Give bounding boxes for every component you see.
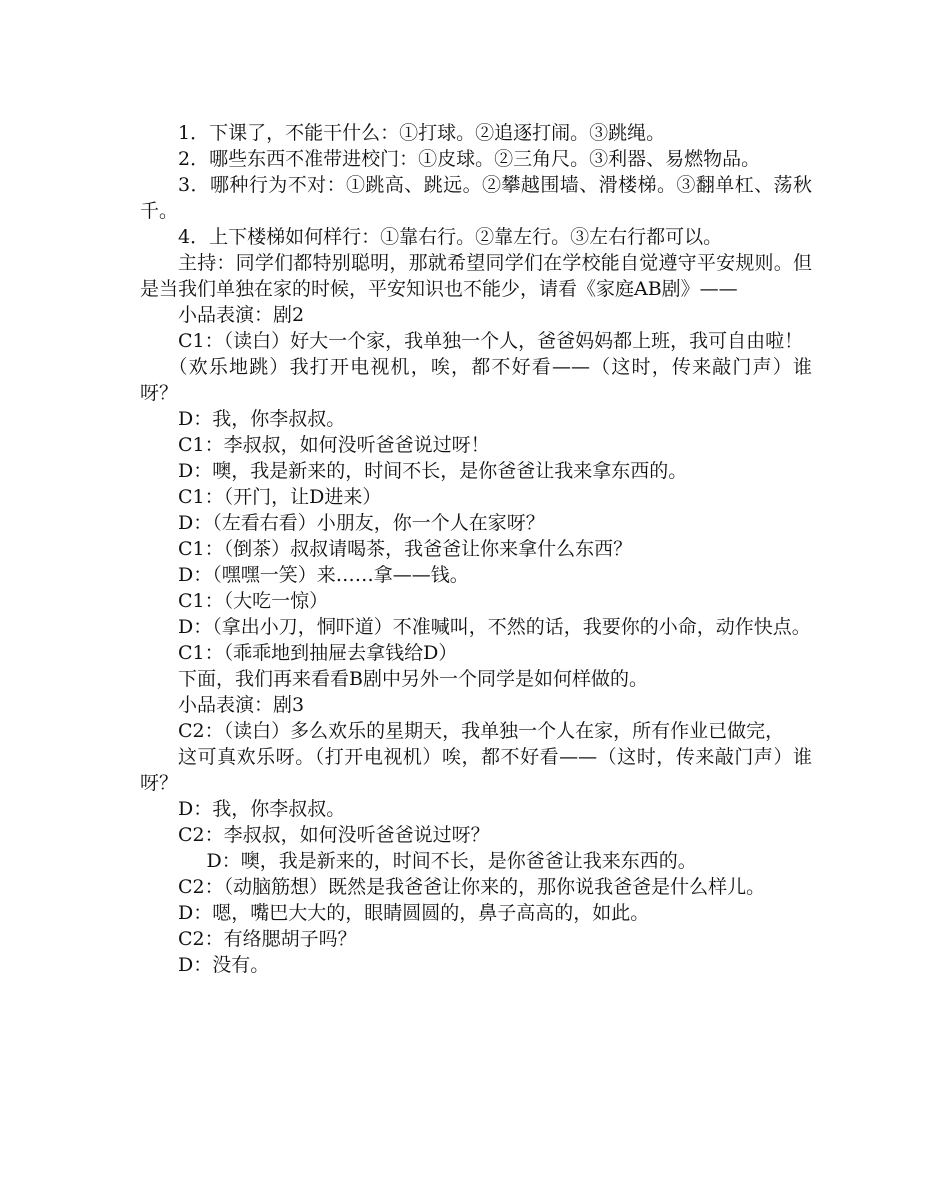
document-paragraph: 4．上下楼梯如何样行：①靠右行。②靠左行。③左右行都可以。 bbox=[178, 226, 723, 248]
document-paragraph: 小品表演：剧3 bbox=[178, 694, 305, 716]
document-paragraph: 小品表演：剧2 bbox=[178, 304, 305, 326]
document-paragraph: C1：（开门，让D进来） bbox=[178, 486, 382, 508]
document-paragraph: D：（拿出小刀，恫吓道）不准喊叫，不然的话，我要你的小命，动作快点。 bbox=[178, 616, 811, 638]
document-paragraph: 主持：同学们都特别聪明，那就希望同学们在学校能自觉遵守平安规则。但是当我们单独在家的时候，平安知识也不能少，请看《家庭AB剧》—— bbox=[140, 252, 812, 300]
document-paragraph: 下面，我们再来看看B剧中另外一个同学是如何样做的。 bbox=[178, 668, 648, 690]
document-paragraph: C1：李叔叔，如何没听爸爸说过呀！ bbox=[178, 434, 490, 456]
document-paragraph: C1：（倒茶）叔叔请喝茶，我爸爸让你来拿什么东西？ bbox=[178, 538, 633, 560]
document-paragraph: D：我，你李叔叔。 bbox=[178, 798, 346, 820]
document-paragraph: C1：（大吃一惊） bbox=[178, 590, 329, 612]
document-paragraph: D：嗯，嘴巴大大的，眼睛圆圆的，鼻子高高的，如此。 bbox=[178, 902, 650, 924]
document-paragraph: C2：有络腮胡子吗？ bbox=[178, 928, 357, 950]
document-paragraph: （欢乐地跳）我打开电视机，唉，都不好看——（这时，传来敲门声）谁呀？ bbox=[140, 356, 812, 404]
document-paragraph: 1．下课了，不能干什么：①打球。②追逐打闹。③跳绳。 bbox=[178, 122, 666, 144]
document-paragraph: D：（左看右看）小朋友，你一个人在家呀？ bbox=[178, 512, 545, 534]
document-paragraph: C2：李叔叔，如何没听爸爸说过呀？ bbox=[178, 824, 490, 846]
document-paragraph: D：噢，我是新来的，时间不长，是你爸爸让我来拿东西的。 bbox=[178, 460, 688, 482]
document-paragraph: C2：（动脑筋想）既然是我爸爸让你来的，那你说我爸爸是什么样儿。 bbox=[178, 876, 766, 898]
document-paragraph: C1：（乖乖地到抽屉去拿钱给D） bbox=[178, 642, 458, 664]
document-paragraph: C1：（读白）好大一个家，我单独一个人，爸爸妈妈都上班，我可自由啦！ bbox=[178, 330, 804, 352]
document-paragraph: D：没有。 bbox=[178, 954, 270, 976]
document-paragraph: 这可真欢乐呀。（打开电视机）唉，都不好看——（这时，传来敲门声）谁呀？ bbox=[140, 746, 812, 794]
document-paragraph: C2：（读白）多么欢乐的星期天，我单独一个人在家，所有作业已做完， bbox=[178, 720, 785, 742]
document-paragraph: D：我，你李叔叔。 bbox=[178, 408, 346, 430]
document-body bbox=[140, 120, 812, 978]
document-paragraph: 2．哪些东西不准带进校门：①皮球。②三角尺。③利器、易燃物品。 bbox=[178, 148, 761, 170]
document-paragraph: 3．哪种行为不对：①跳高、跳远。②攀越围墙、滑楼梯。③翻单杠、荡秋千。 bbox=[140, 174, 812, 222]
document-paragraph: D：（嘿嘿一笑）来……拿——钱。 bbox=[178, 564, 469, 586]
document-paragraph: D：噢，我是新来的，时间不长，是你爸爸让我来东西的。 bbox=[206, 850, 697, 872]
